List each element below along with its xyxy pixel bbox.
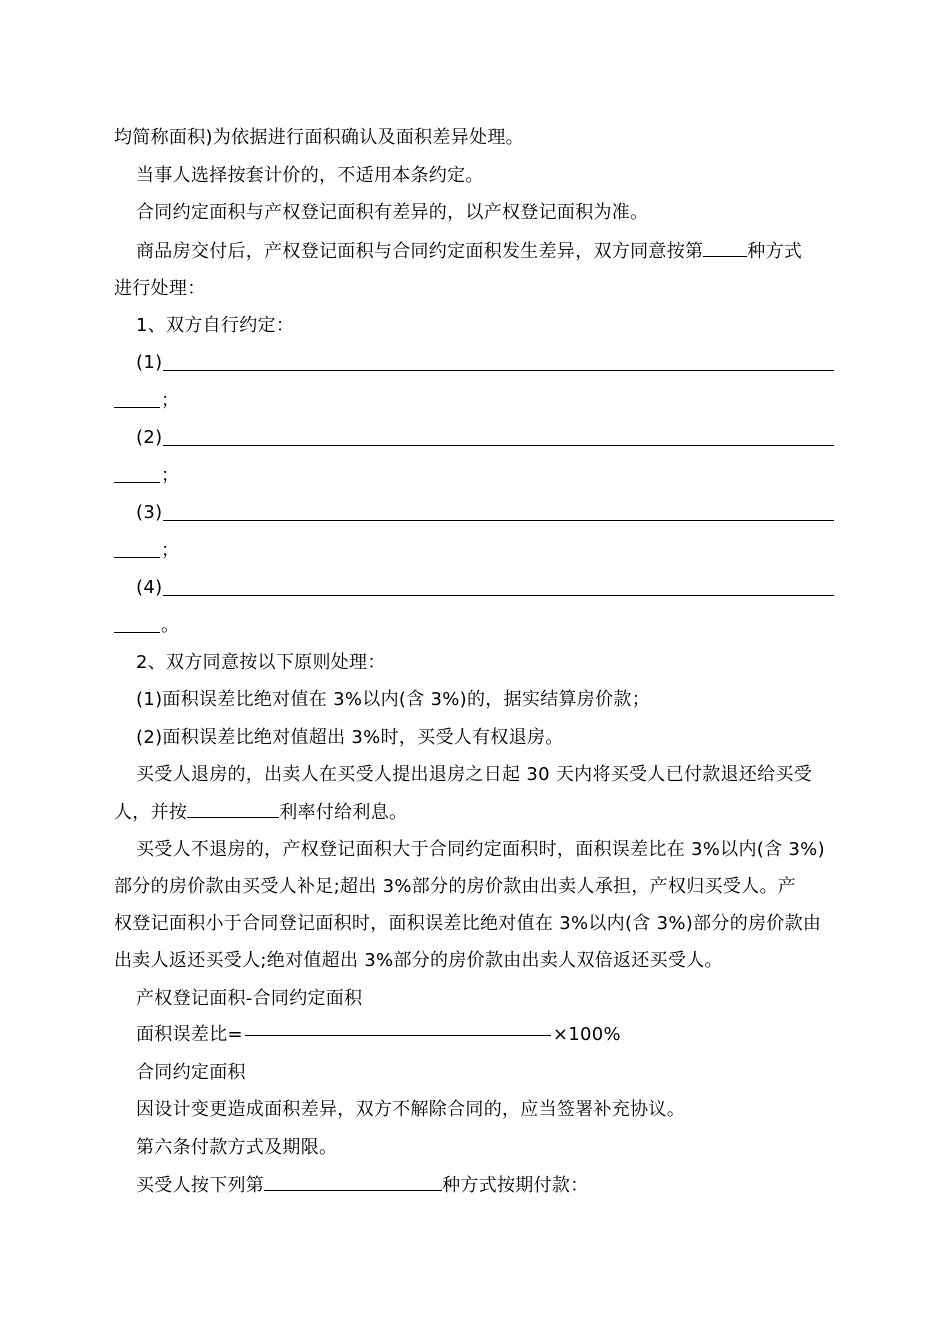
fill-line[interactable] [114,407,160,408]
fill-blank[interactable] [703,238,747,257]
paragraph-line: 当事人选择按套计价的，不适用本条约定。 [136,165,484,186]
fill-line[interactable] [114,632,160,633]
line-text: 种方式按期付款： [442,1175,589,1196]
line-text: 人，并按 [114,802,188,823]
formula-multiplier: ×100% [552,1024,621,1045]
paragraph-line: 进行处理： [114,278,206,299]
formula-numerator: 产权登记面积-合同约定面积 [136,988,363,1009]
section-heading: 第六条付款方式及期限。 [136,1137,338,1158]
line-text: 利率付给利息。 [279,802,408,823]
fill-line[interactable] [163,370,834,371]
paragraph-line: 出卖人返还买受人;绝对值超出 3%部分的房价款由出卖人双倍返还买受人。 [114,950,723,971]
paragraph-line: 合同约定面积与产权登记面积有差异的，以产权登记面积为准。 [136,202,649,223]
fraction-bar [245,1035,551,1036]
paragraph-line: (1)面积误差比绝对值在 3%以内(含 3%)的，据实结算房价款； [136,689,650,710]
item-label: (4) [136,577,163,598]
paragraph-line: 均简称面积)为依据进行面积确认及面积差异处理。 [114,127,524,148]
paragraph-line: 部分的房价款由买受人补足;超出 3%部分的房价款由出卖人承担，产权归买受人。产 [114,876,797,897]
paragraph-line: (2)面积误差比绝对值超出 3%时，买受人有权退房。 [136,727,564,748]
fill-line[interactable] [163,445,834,446]
paragraph-line: 买受人退房的，出卖人在买受人提出退房之日起 30 天内将买受人已付款退还给买受 [136,764,813,785]
line-text: 商品房交付后，产权登记面积与合同约定面积发生差异，双方同意按第 [136,241,704,262]
fill-blank[interactable] [264,1172,442,1191]
paragraph-line [136,238,802,265]
item-label: (1) [136,352,163,373]
paragraph-line: 因设计变更造成面积差异，双方不解除合同的，应当签署补充协议。 [136,1099,685,1120]
fill-blank[interactable] [187,799,279,818]
formula-label: 面积误差比= [136,1024,243,1045]
paragraph-line: 1、双方自行约定： [136,315,295,336]
formula-line [136,1022,621,1048]
line-punctuation: ； [161,390,179,411]
line-punctuation: 。 [161,615,179,636]
item-label: (3) [136,502,163,523]
paragraph-line: 权登记面积小于合同登记面积时，面积误差比绝对值在 3%以内(含 3%)部分的房价款由 [114,913,822,934]
paragraph-line [114,799,407,826]
line-text: 买受人按下列第 [136,1175,265,1196]
line-text: 种方式 [747,241,803,262]
paragraph-line: 买受人不退房的，产权登记面积大于合同约定面积时，面积误差比在 3%以内(含 3%) [136,839,825,860]
line-punctuation: ； [161,540,179,561]
fill-line[interactable] [114,482,160,483]
formula-denominator: 合同约定面积 [136,1062,246,1083]
item-label: (2) [136,427,163,448]
paragraph-line: 2、双方同意按以下原则处理： [136,652,386,673]
fill-line[interactable] [163,595,834,596]
fill-line[interactable] [114,557,160,558]
line-punctuation: ； [161,465,179,486]
fill-line[interactable] [163,520,834,521]
paragraph-line [136,1172,589,1199]
